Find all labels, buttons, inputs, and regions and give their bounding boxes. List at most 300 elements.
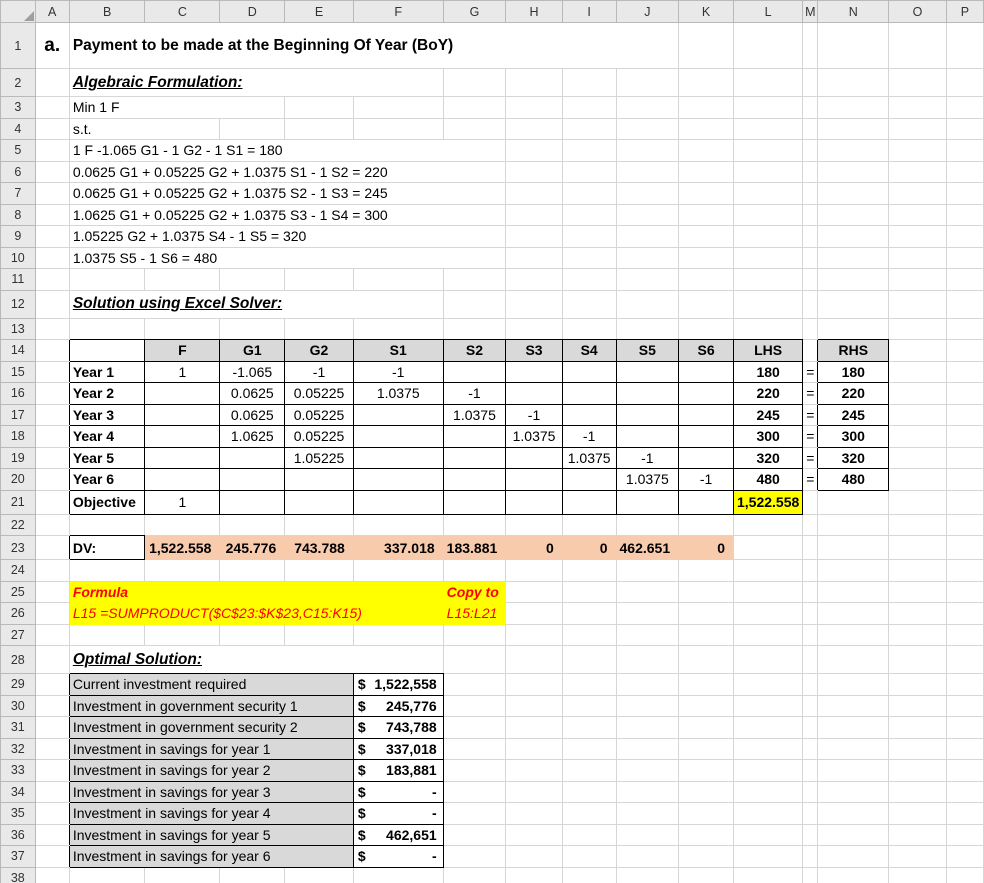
- cell-K33[interactable]: [679, 760, 734, 782]
- cell-L7[interactable]: [733, 183, 802, 205]
- cell-L25[interactable]: [733, 581, 802, 603]
- cell-A32[interactable]: [35, 738, 69, 760]
- cell-C24[interactable]: [145, 560, 220, 582]
- cell-K13[interactable]: [679, 318, 734, 340]
- lhs-year1[interactable]: 180: [733, 361, 802, 383]
- cell-G30[interactable]: [443, 695, 506, 717]
- cell-G29[interactable]: [443, 674, 506, 696]
- cell-P14[interactable]: [946, 340, 983, 362]
- cell-G15[interactable]: [443, 361, 506, 383]
- cell-B14[interactable]: [69, 340, 145, 362]
- cell-I19[interactable]: 1.0375: [562, 447, 616, 469]
- cell-G36[interactable]: [443, 824, 506, 846]
- cell-O15[interactable]: [889, 361, 947, 383]
- column-header-B[interactable]: B: [69, 1, 145, 23]
- cell-B27[interactable]: [69, 624, 145, 646]
- cell-K4[interactable]: [679, 118, 734, 140]
- var-header-g2[interactable]: G2: [285, 340, 354, 362]
- cell-M29[interactable]: [803, 674, 818, 696]
- cell-G18[interactable]: [443, 426, 506, 448]
- lhs-year2[interactable]: 220: [733, 383, 802, 405]
- cell-C13[interactable]: [145, 318, 220, 340]
- rhs-header[interactable]: RHS: [818, 340, 889, 362]
- column-header-H[interactable]: H: [506, 1, 563, 23]
- row-header-14[interactable]: 14: [1, 340, 36, 362]
- result-value-g1[interactable]: [353, 695, 443, 717]
- cell-M13[interactable]: [803, 318, 818, 340]
- cell-I9[interactable]: [562, 226, 616, 248]
- cell-F24[interactable]: [353, 560, 443, 582]
- cell-C20[interactable]: [145, 469, 220, 491]
- cell-G16[interactable]: -1: [443, 383, 506, 405]
- cell-O12[interactable]: [889, 290, 947, 318]
- cell-E20[interactable]: [285, 469, 354, 491]
- cell-N35[interactable]: [818, 803, 889, 825]
- cell-L32[interactable]: [733, 738, 802, 760]
- var-header-s1[interactable]: S1: [353, 340, 443, 362]
- cell-M12[interactable]: [803, 290, 818, 318]
- constraint-year4[interactable]: 1.0625 G1 + 0.05225 G2 + 1.0375 S3 - 1 S4 = 300: [69, 204, 505, 226]
- cell-N1[interactable]: [818, 23, 889, 69]
- cell-L38[interactable]: [733, 867, 802, 883]
- cell-A24[interactable]: [35, 560, 69, 582]
- cell-K28[interactable]: [679, 646, 734, 674]
- cell-O5[interactable]: [889, 140, 947, 162]
- cell-H35[interactable]: [506, 803, 563, 825]
- cell-A19[interactable]: [35, 447, 69, 469]
- cell-N3[interactable]: [818, 97, 889, 119]
- row-header-27[interactable]: 27: [1, 624, 36, 646]
- cell-J37[interactable]: [616, 846, 679, 868]
- rhs-year4[interactable]: 300: [818, 426, 889, 448]
- cell-H36[interactable]: [506, 824, 563, 846]
- cell-A26[interactable]: [35, 603, 69, 625]
- cell-I2[interactable]: [562, 69, 616, 97]
- cell-N33[interactable]: [818, 760, 889, 782]
- cell-O9[interactable]: [889, 226, 947, 248]
- var-header-g1[interactable]: G1: [220, 340, 285, 362]
- cell-G32[interactable]: [443, 738, 506, 760]
- cell-L29[interactable]: [733, 674, 802, 696]
- dv-g2[interactable]: 743.788: [285, 536, 354, 560]
- objective-value[interactable]: 1,522.558: [733, 490, 802, 514]
- cell-K35[interactable]: [679, 803, 734, 825]
- part-label[interactable]: a.: [35, 23, 69, 69]
- sheet-title[interactable]: Payment to be made at the Beginning Of Year (BoY): [69, 23, 678, 69]
- cell-M38[interactable]: [803, 867, 818, 883]
- cell-N38[interactable]: [818, 867, 889, 883]
- cell-K37[interactable]: [679, 846, 734, 868]
- var-header-s2[interactable]: S2: [443, 340, 506, 362]
- cell-K7[interactable]: [679, 183, 734, 205]
- cell-L26[interactable]: [733, 603, 802, 625]
- row-header-19[interactable]: 19: [1, 447, 36, 469]
- constraint-year1[interactable]: 1 F -1.065 G1 - 1 G2 - 1 S1 = 180: [69, 140, 505, 162]
- cell-G19[interactable]: [443, 447, 506, 469]
- cell-I31[interactable]: [562, 717, 616, 739]
- result-value-current-investment[interactable]: [353, 674, 443, 696]
- row-header-11[interactable]: 11: [1, 269, 36, 291]
- cell-N21[interactable]: [818, 490, 889, 514]
- cell-F38[interactable]: [353, 867, 443, 883]
- cell-B22[interactable]: [69, 514, 145, 536]
- cell-G21[interactable]: [443, 490, 506, 514]
- cell-K17[interactable]: [679, 404, 734, 426]
- cell-K3[interactable]: [679, 97, 734, 119]
- cell-H2[interactable]: [506, 69, 563, 97]
- cell-A22[interactable]: [35, 514, 69, 536]
- cell-N37[interactable]: [818, 846, 889, 868]
- cell-J3[interactable]: [616, 97, 679, 119]
- cell-P37[interactable]: [946, 846, 983, 868]
- cell-A28[interactable]: [35, 646, 69, 674]
- cell-K10[interactable]: [679, 247, 734, 269]
- cell-K34[interactable]: [679, 781, 734, 803]
- cell-M31[interactable]: [803, 717, 818, 739]
- cell-P12[interactable]: [946, 290, 983, 318]
- cell-L33[interactable]: [733, 760, 802, 782]
- cell-A12[interactable]: [35, 290, 69, 318]
- column-header-J[interactable]: J: [616, 1, 679, 23]
- cell-L9[interactable]: [733, 226, 802, 248]
- cell-H16[interactable]: [506, 383, 563, 405]
- column-header-E[interactable]: E: [285, 1, 354, 23]
- row-header-36[interactable]: 36: [1, 824, 36, 846]
- cell-M25[interactable]: [803, 581, 818, 603]
- cell-K1[interactable]: [679, 23, 734, 69]
- cell-M33[interactable]: [803, 760, 818, 782]
- cell-F22[interactable]: [353, 514, 443, 536]
- cell-H4[interactable]: [506, 118, 563, 140]
- cell-I35[interactable]: [562, 803, 616, 825]
- cell-L31[interactable]: [733, 717, 802, 739]
- formula-text[interactable]: L15 =SUMPRODUCT($C$23:$K$23,C15:K15): [69, 603, 443, 625]
- cell-O29[interactable]: [889, 674, 947, 696]
- cell-O25[interactable]: [889, 581, 947, 603]
- cell-N4[interactable]: [818, 118, 889, 140]
- cell-L22[interactable]: [733, 514, 802, 536]
- cell-L5[interactable]: [733, 140, 802, 162]
- row-header-26[interactable]: 26: [1, 603, 36, 625]
- cell-M19[interactable]: =: [803, 447, 818, 469]
- cell-M18[interactable]: =: [803, 426, 818, 448]
- objective-formulation[interactable]: Min 1 F: [69, 97, 284, 119]
- cell-L12[interactable]: [733, 290, 802, 318]
- cell-M15[interactable]: =: [803, 361, 818, 383]
- cell-N27[interactable]: [818, 624, 889, 646]
- cell-H6[interactable]: [506, 161, 563, 183]
- cell-P9[interactable]: [946, 226, 983, 248]
- column-header-K[interactable]: K: [679, 1, 734, 23]
- result-value-s3[interactable]: [353, 781, 443, 803]
- cell-G28[interactable]: [443, 646, 506, 674]
- cell-I21[interactable]: [562, 490, 616, 514]
- cell-M34[interactable]: [803, 781, 818, 803]
- cell-J36[interactable]: [616, 824, 679, 846]
- cell-J20[interactable]: 1.0375: [616, 469, 679, 491]
- cell-K30[interactable]: [679, 695, 734, 717]
- row-header-17[interactable]: 17: [1, 404, 36, 426]
- row-header-6[interactable]: 6: [1, 161, 36, 183]
- cell-M21[interactable]: [803, 490, 818, 514]
- cell-E11[interactable]: [285, 269, 354, 291]
- cell-M10[interactable]: [803, 247, 818, 269]
- cell-I34[interactable]: [562, 781, 616, 803]
- row-header-33[interactable]: 33: [1, 760, 36, 782]
- row-header-4[interactable]: 4: [1, 118, 36, 140]
- cell-J35[interactable]: [616, 803, 679, 825]
- cell-O21[interactable]: [889, 490, 947, 514]
- cell-D38[interactable]: [220, 867, 285, 883]
- cell-N8[interactable]: [818, 204, 889, 226]
- cell-I22[interactable]: [562, 514, 616, 536]
- cell-M2[interactable]: [803, 69, 818, 97]
- var-header-s3[interactable]: S3: [506, 340, 563, 362]
- cell-O32[interactable]: [889, 738, 947, 760]
- cell-D15[interactable]: -1.065: [220, 361, 285, 383]
- cell-A35[interactable]: [35, 803, 69, 825]
- cell-H34[interactable]: [506, 781, 563, 803]
- cell-P26[interactable]: [946, 603, 983, 625]
- cell-J34[interactable]: [616, 781, 679, 803]
- cell-C22[interactable]: [145, 514, 220, 536]
- cell-E27[interactable]: [285, 624, 354, 646]
- cell-J18[interactable]: [616, 426, 679, 448]
- cell-M24[interactable]: [803, 560, 818, 582]
- cell-J29[interactable]: [616, 674, 679, 696]
- cell-K24[interactable]: [679, 560, 734, 582]
- cell-G12[interactable]: [443, 290, 506, 318]
- cell-H31[interactable]: [506, 717, 563, 739]
- cell-K36[interactable]: [679, 824, 734, 846]
- cell-C11[interactable]: [145, 269, 220, 291]
- cell-D19[interactable]: [220, 447, 285, 469]
- cell-D17[interactable]: 0.0625: [220, 404, 285, 426]
- cell-H13[interactable]: [506, 318, 563, 340]
- dv-f[interactable]: 1,522.558: [145, 536, 220, 560]
- row-label-year6[interactable]: Year 6: [69, 469, 145, 491]
- row-header-1[interactable]: 1: [1, 23, 36, 69]
- cell-J31[interactable]: [616, 717, 679, 739]
- cell-N7[interactable]: [818, 183, 889, 205]
- cell-G33[interactable]: [443, 760, 506, 782]
- cell-M36[interactable]: [803, 824, 818, 846]
- constraint-year2[interactable]: 0.0625 G1 + 0.05225 G2 + 1.0375 S1 - 1 S2 = 220: [69, 161, 505, 183]
- cell-F17[interactable]: [353, 404, 443, 426]
- cell-H29[interactable]: [506, 674, 563, 696]
- cell-L4[interactable]: [733, 118, 802, 140]
- copy-to-header[interactable]: Copy to: [443, 581, 506, 603]
- row-header-21[interactable]: 21: [1, 490, 36, 514]
- row-header-13[interactable]: 13: [1, 318, 36, 340]
- cell-J17[interactable]: [616, 404, 679, 426]
- cell-K31[interactable]: [679, 717, 734, 739]
- cell-I20[interactable]: [562, 469, 616, 491]
- cell-K18[interactable]: [679, 426, 734, 448]
- cell-P24[interactable]: [946, 560, 983, 582]
- dv-s2[interactable]: 183.881: [443, 536, 506, 560]
- heading-optimal-solution[interactable]: Optimal Solution:: [69, 646, 443, 674]
- result-label-s6[interactable]: Investment in savings for year 6: [69, 846, 353, 868]
- cell-G37[interactable]: [443, 846, 506, 868]
- cell-N31[interactable]: [818, 717, 889, 739]
- cell-O27[interactable]: [889, 624, 947, 646]
- dv-label[interactable]: DV:: [69, 536, 145, 560]
- cell-N2[interactable]: [818, 69, 889, 97]
- cell-G22[interactable]: [443, 514, 506, 536]
- cell-E19[interactable]: 1.05225: [285, 447, 354, 469]
- cell-B11[interactable]: [69, 269, 145, 291]
- cell-A6[interactable]: [35, 161, 69, 183]
- result-label-s2[interactable]: Investment in savings for year 2: [69, 760, 353, 782]
- lhs-year3[interactable]: 245: [733, 404, 802, 426]
- cell-L8[interactable]: [733, 204, 802, 226]
- dv-s1[interactable]: 337.018: [353, 536, 443, 560]
- row-header-28[interactable]: 28: [1, 646, 36, 674]
- cell-J11[interactable]: [616, 269, 679, 291]
- cell-J22[interactable]: [616, 514, 679, 536]
- column-header-G[interactable]: G: [443, 1, 506, 23]
- cell-A33[interactable]: [35, 760, 69, 782]
- cell-N34[interactable]: [818, 781, 889, 803]
- cell-J25[interactable]: [616, 581, 679, 603]
- row-header-31[interactable]: 31: [1, 717, 36, 739]
- column-header-F[interactable]: F: [353, 1, 443, 23]
- row-header-37[interactable]: 37: [1, 846, 36, 868]
- result-label-g2[interactable]: Investment in government security 2: [69, 717, 353, 739]
- cell-G27[interactable]: [443, 624, 506, 646]
- cell-H9[interactable]: [506, 226, 563, 248]
- row-label-year5[interactable]: Year 5: [69, 447, 145, 469]
- cell-A23[interactable]: [35, 536, 69, 560]
- cell-J26[interactable]: [616, 603, 679, 625]
- row-header-38[interactable]: 38: [1, 867, 36, 883]
- cell-N11[interactable]: [818, 269, 889, 291]
- cell-I25[interactable]: [562, 581, 616, 603]
- cell-O23[interactable]: [889, 536, 947, 560]
- cell-K6[interactable]: [679, 161, 734, 183]
- cell-C17[interactable]: [145, 404, 220, 426]
- cell-C16[interactable]: [145, 383, 220, 405]
- objective-row-label[interactable]: Objective: [69, 490, 145, 514]
- cell-O20[interactable]: [889, 469, 947, 491]
- cell-O24[interactable]: [889, 560, 947, 582]
- cell-P8[interactable]: [946, 204, 983, 226]
- cell-I30[interactable]: [562, 695, 616, 717]
- row-header-18[interactable]: 18: [1, 426, 36, 448]
- cell-P32[interactable]: [946, 738, 983, 760]
- cell-H8[interactable]: [506, 204, 563, 226]
- cell-D22[interactable]: [220, 514, 285, 536]
- cell-K9[interactable]: [679, 226, 734, 248]
- cell-J27[interactable]: [616, 624, 679, 646]
- cell-N25[interactable]: [818, 581, 889, 603]
- cell-I15[interactable]: [562, 361, 616, 383]
- cell-G24[interactable]: [443, 560, 506, 582]
- cell-E4[interactable]: [285, 118, 354, 140]
- cell-E15[interactable]: -1: [285, 361, 354, 383]
- cell-M5[interactable]: [803, 140, 818, 162]
- cell-O18[interactable]: [889, 426, 947, 448]
- cell-D11[interactable]: [220, 269, 285, 291]
- cell-P28[interactable]: [946, 646, 983, 674]
- cell-A5[interactable]: [35, 140, 69, 162]
- cell-G4[interactable]: [443, 118, 506, 140]
- cell-E22[interactable]: [285, 514, 354, 536]
- cell-N23[interactable]: [818, 536, 889, 560]
- cell-P19[interactable]: [946, 447, 983, 469]
- cell-K27[interactable]: [679, 624, 734, 646]
- cell-J16[interactable]: [616, 383, 679, 405]
- cell-N6[interactable]: [818, 161, 889, 183]
- row-header-32[interactable]: 32: [1, 738, 36, 760]
- cell-P6[interactable]: [946, 161, 983, 183]
- cell-F20[interactable]: [353, 469, 443, 491]
- cell-J28[interactable]: [616, 646, 679, 674]
- cell-I24[interactable]: [562, 560, 616, 582]
- cell-A18[interactable]: [35, 426, 69, 448]
- cell-J6[interactable]: [616, 161, 679, 183]
- result-value-s5[interactable]: [353, 824, 443, 846]
- cell-J2[interactable]: [616, 69, 679, 97]
- row-header-3[interactable]: 3: [1, 97, 36, 119]
- row-header-16[interactable]: 16: [1, 383, 36, 405]
- constraint-year3[interactable]: 0.0625 G1 + 0.05225 G2 + 1.0375 S2 - 1 S3 = 245: [69, 183, 505, 205]
- cell-K25[interactable]: [679, 581, 734, 603]
- cell-L30[interactable]: [733, 695, 802, 717]
- cell-J15[interactable]: [616, 361, 679, 383]
- cell-A17[interactable]: [35, 404, 69, 426]
- cell-M20[interactable]: =: [803, 469, 818, 491]
- cell-L28[interactable]: [733, 646, 802, 674]
- lhs-header[interactable]: LHS: [733, 340, 802, 362]
- cell-P29[interactable]: [946, 674, 983, 696]
- cell-H7[interactable]: [506, 183, 563, 205]
- cell-I33[interactable]: [562, 760, 616, 782]
- cell-D27[interactable]: [220, 624, 285, 646]
- cell-O10[interactable]: [889, 247, 947, 269]
- cell-L1[interactable]: [733, 23, 802, 69]
- cell-M35[interactable]: [803, 803, 818, 825]
- cell-M22[interactable]: [803, 514, 818, 536]
- result-value-s4[interactable]: [353, 803, 443, 825]
- cell-O35[interactable]: [889, 803, 947, 825]
- cell-H15[interactable]: [506, 361, 563, 383]
- lhs-year6[interactable]: 480: [733, 469, 802, 491]
- row-label-year3[interactable]: Year 3: [69, 404, 145, 426]
- cell-N10[interactable]: [818, 247, 889, 269]
- cell-M30[interactable]: [803, 695, 818, 717]
- cell-G17[interactable]: 1.0375: [443, 404, 506, 426]
- cell-C15[interactable]: 1: [145, 361, 220, 383]
- cell-J12[interactable]: [616, 290, 679, 318]
- subject-to[interactable]: s.t.: [69, 118, 220, 140]
- cell-H12[interactable]: [506, 290, 563, 318]
- cell-P16[interactable]: [946, 383, 983, 405]
- cell-P7[interactable]: [946, 183, 983, 205]
- cell-J38[interactable]: [616, 867, 679, 883]
- cell-L36[interactable]: [733, 824, 802, 846]
- cell-D20[interactable]: [220, 469, 285, 491]
- cell-P21[interactable]: [946, 490, 983, 514]
- cell-D4[interactable]: [220, 118, 285, 140]
- cell-A30[interactable]: [35, 695, 69, 717]
- cell-A3[interactable]: [35, 97, 69, 119]
- cell-P3[interactable]: [946, 97, 983, 119]
- cell-A16[interactable]: [35, 383, 69, 405]
- cell-G38[interactable]: [443, 867, 506, 883]
- cell-K29[interactable]: [679, 674, 734, 696]
